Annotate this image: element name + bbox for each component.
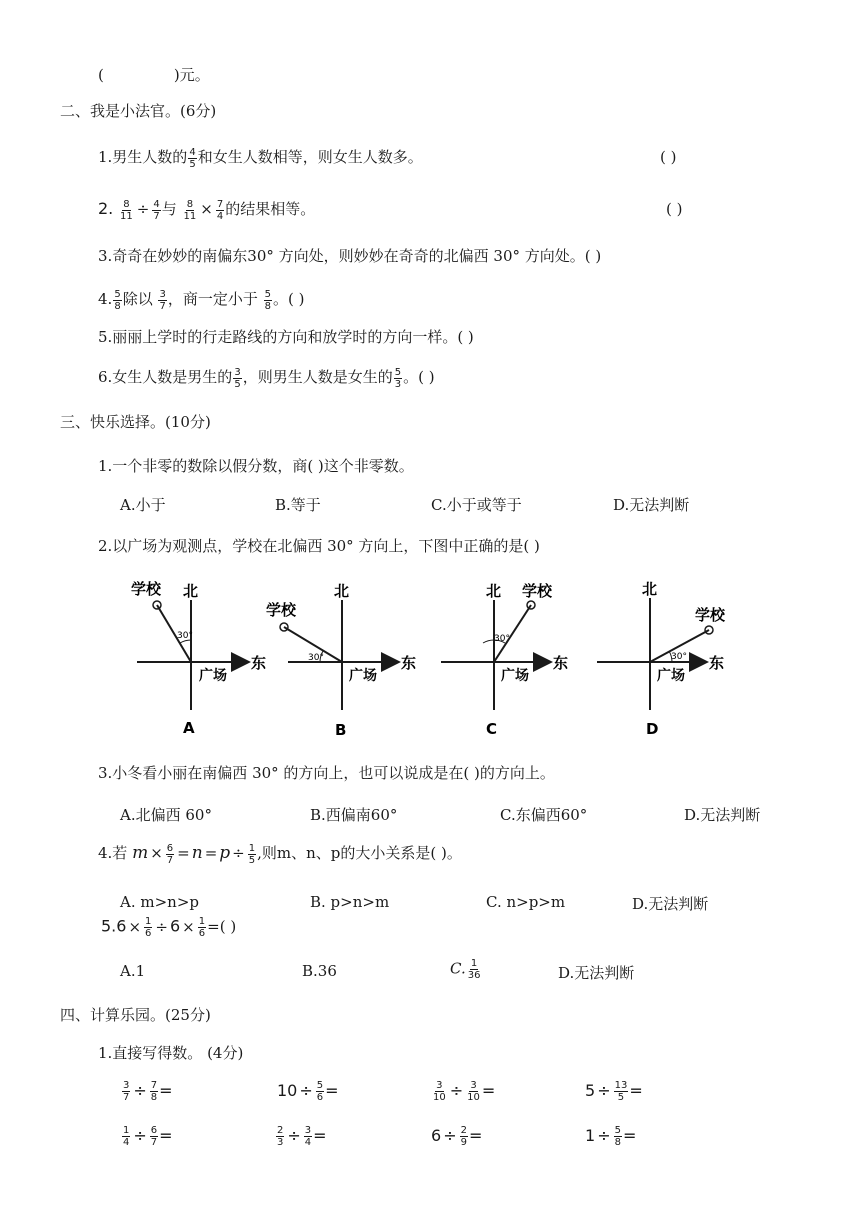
s3-q3-option-d[interactable]: D.无法判断 [684,806,761,824]
frac-num: 4 [153,198,160,210]
fraction [119,199,134,222]
fraction [113,289,121,312]
fraction [122,1125,130,1148]
fraction [614,1080,629,1103]
fraction [144,916,152,939]
fraction [166,843,174,866]
diagram-b[interactable] [266,582,416,739]
fraction [460,1125,468,1148]
s2-question-3: 3.奇奇在妙妙的南偏东30° 方向处，则妙妙在奇奇的北偏西 30° 方向处。( ) [98,247,602,265]
q1-text-pre: 1.男生人数的 [98,148,188,166]
operator: ÷ [287,1126,301,1145]
s3-q4-option-d[interactable]: D.无法判断 [632,895,709,913]
frac-den: 11 [183,210,197,222]
frac-num: 3 [436,1080,443,1091]
s3-q4-option-c[interactable]: C. n>p>m [486,893,566,911]
calc-term: = [622,1126,637,1145]
s3-q5-option-a[interactable]: A.1 [120,962,146,980]
q4-number: 4. [98,290,113,308]
fraction [316,1080,324,1103]
frac-den: 6 [316,1092,324,1103]
plaza-label: 广场 [657,668,685,684]
plaza-label: 广场 [501,668,529,684]
diagram-a[interactable] [131,580,266,737]
operator: ÷ [299,1081,313,1100]
s3-q1-option-c[interactable]: C.小于或等于 [431,496,522,514]
s3-q1-option-b[interactable]: B.等于 [275,496,321,514]
operator: ÷ [597,1081,611,1100]
frac-num: 2 [460,1125,467,1136]
paren-open: ( [98,66,104,84]
section-2-title: 二、我是小法官。(6分) [60,102,217,120]
frac-den: 10 [433,1092,446,1103]
frac-num: 3 [234,366,241,378]
s2-q2-answer-blank[interactable]: ( ) [666,200,683,218]
frac-num: 8 [186,198,194,210]
calc-term: 5 [585,1081,596,1100]
frac-num: 1 [123,1125,130,1136]
s3-q3-option-c[interactable]: C.东偏西60° [500,806,588,824]
frac-num: 3 [304,1125,312,1136]
calc-term: = [313,1126,327,1145]
frac-num: 5 [114,288,121,300]
s3-question-2: 2.以广场为观测点，学校在北偏西 30° 方向上，下图中正确的是( ) [98,537,540,555]
operator: × [182,917,195,936]
north-label: 北 [334,582,350,600]
q5-number: 5.6 [101,916,127,936]
calc-r1-c1[interactable] [121,1080,173,1103]
calc-r2-c3[interactable] [431,1125,482,1148]
frac-num: 5 [316,1080,324,1091]
operator: × [200,200,213,218]
frac-den: 8 [114,300,121,312]
s3-question-3: 3.小冬看小丽在南偏西 30° 的方向上，也可以说成是在( )的方向上。 [98,764,555,782]
option-c-prefix: C. [450,959,466,978]
fraction [264,289,272,312]
frac-num: 6 [166,842,174,854]
section-3-title: 三、快乐选择。(10分) [60,413,211,431]
calc-r2-c4[interactable] [585,1125,636,1148]
east-label: 东 [251,654,267,672]
fraction [150,1080,158,1103]
plaza-label: 广场 [349,668,377,684]
frac-den: 9 [460,1137,467,1148]
fraction [248,843,256,866]
s2-q1-answer-blank[interactable]: ( ) [660,148,677,166]
s3-q4-option-b[interactable]: B. p>n>m [310,893,390,911]
frac-num: 6 [150,1125,158,1136]
frac-num: 1 [248,842,256,854]
q2-post: 的结果相等。 [225,200,316,218]
frac-num: 3 [470,1080,477,1091]
q4-post: ,则m、n、p的大小关系是( )。 [257,844,462,862]
direction-diagrams [125,570,745,740]
frac-num: 3 [123,1080,130,1091]
frac-den: 7 [150,1137,158,1148]
s3-q3-option-b[interactable]: B.西偏南60° [310,806,398,824]
fraction [216,199,224,222]
fraction [614,1125,622,1148]
angle-label: 30° [308,653,324,663]
frac-den: 36 [467,970,481,981]
q4-pre: 4.若 [98,844,128,862]
operator: = [204,844,218,862]
paren-close-unit: )元。 [173,66,210,84]
option-label-c: C [486,720,498,738]
fraction [467,958,482,981]
angle-label: 30° [177,631,193,641]
fraction [122,1080,130,1103]
frac-num: 7 [150,1080,158,1091]
fraction [150,1125,158,1148]
option-label-d: D [646,720,659,738]
school-label: 学校 [266,601,297,619]
s3-q5-option-d[interactable]: D.无法判断 [558,964,635,982]
frac-den: 5 [617,1092,625,1103]
calc-r1-c4[interactable] [585,1080,643,1103]
operator: × [150,844,163,862]
option-label-b: B [335,721,347,739]
operator: ÷ [232,844,245,862]
section-4-title: 四、计算乐园。(25分) [60,1006,211,1024]
q5-post: =( ) [207,917,237,936]
s3-q5-option-c[interactable] [450,958,482,981]
option-label-a: A [183,719,195,737]
operator: = [177,844,190,862]
north-label: 北 [642,580,658,598]
frac-den: 7 [159,300,166,312]
q6-pre: 6.女生人数是男生的 [98,368,233,386]
fraction [304,1125,312,1148]
school-label: 学校 [131,580,162,598]
frac-den: 3 [394,378,402,390]
frac-den: 5 [248,854,256,866]
angle-label: 30° [671,652,687,662]
school-label: 学校 [522,582,553,600]
school-label: 学校 [695,606,726,624]
s2-question-4 [98,288,305,312]
frac-den: 4 [304,1137,312,1148]
frac-num: 3 [159,288,166,300]
fraction [198,916,206,939]
calc-term: 6 [431,1126,442,1145]
calc-term: 1 [585,1126,596,1145]
s3-question-1: 1.一个非零的数除以假分数，商( )这个非零数。 [98,457,414,475]
fraction [394,367,402,390]
operator: ÷ [133,1126,147,1145]
fraction [183,199,198,222]
frac-den: 6 [145,928,152,939]
s3-q4-option-a[interactable]: A. m>n>p [120,893,199,911]
angle-label: 30° [494,634,510,644]
operator: ÷ [443,1126,457,1145]
calc-term: = [468,1126,483,1145]
frac-den: 8 [264,300,272,312]
east-label: 东 [553,654,569,672]
calc-term: = [629,1081,643,1100]
q6-post: 。( ) [403,368,435,386]
s2-question-2 [98,198,315,222]
frac-den: 7 [153,210,160,222]
frac-num: 13 [614,1080,628,1091]
var-m: m [132,843,149,863]
q1-text-post: 和女生人数相等，则女生人数多。 [197,148,423,166]
frac-num: 8 [123,198,130,210]
calc-term: = [481,1081,496,1100]
q2-mid: 与 [161,200,177,218]
frac-den: 10 [467,1092,480,1103]
frac-den: 11 [120,210,133,222]
s3-question-5 [101,916,236,939]
s2-question-5: 5.丽丽上学时的行走路线的方向和放学时的方向一样。( ) [98,328,474,346]
operator: ÷ [136,200,150,218]
s3-q1-option-a[interactable]: A.小于 [120,496,166,514]
frac-num: 4 [189,146,196,158]
calc-r2-c1[interactable] [121,1125,173,1148]
number: 6 [169,916,181,936]
s2-question-1 [98,146,423,170]
fraction [466,1080,481,1103]
fraction [276,1125,284,1148]
q6-mid: ，则男生人数是女生的 [242,368,393,386]
s3-q1-option-d[interactable]: D.无法判断 [613,496,690,514]
diagram-c[interactable] [441,582,568,738]
frac-num: 5 [394,366,402,378]
frac-num: 1 [198,916,206,927]
calc-term: 10 [277,1081,298,1100]
fraction [233,367,241,390]
fraction [188,147,196,170]
operator: ÷ [155,917,168,936]
fraction [432,1080,447,1103]
var-n: n [191,843,203,863]
frac-num: 1 [470,958,478,969]
frac-den: 3 [277,1137,284,1148]
s3-q5-option-b[interactable]: B.36 [302,962,337,980]
operator: ÷ [133,1081,147,1100]
frac-num: 5 [614,1125,621,1136]
frac-den: 7 [123,1092,130,1103]
s3-q3-option-a[interactable]: A.北偏西 60° [120,806,212,824]
fraction [158,289,166,312]
frac-den: 4 [216,210,224,222]
calc-r2-c2[interactable] [275,1125,327,1148]
q4-post: 。( ) [273,290,305,308]
calc-term: = [159,1126,173,1145]
q4-mid2: ，商一定小于 [167,290,258,308]
frac-den: 8 [150,1092,158,1103]
plaza-label: 广场 [199,668,227,684]
east-label: 东 [709,654,725,672]
top-answer-line [98,64,210,85]
north-label: 北 [486,582,502,600]
frac-den: 5 [234,378,241,390]
frac-den: 7 [166,854,174,866]
fraction [152,199,160,222]
operator: × [128,917,142,936]
s3-question-4 [98,842,462,866]
operator: ÷ [449,1081,464,1100]
frac-num: 1 [145,916,152,927]
frac-num: 2 [277,1125,284,1136]
calc-term: = [159,1081,173,1100]
s2-question-6 [98,366,435,390]
q2-number: 2. [98,199,114,218]
frac-den: 4 [123,1137,130,1148]
calc-term: = [325,1081,339,1100]
frac-num: 7 [216,198,224,210]
frac-den: 6 [198,928,206,939]
calc-r1-c2[interactable] [277,1080,339,1103]
calc-r1-c3[interactable] [431,1080,495,1103]
diagram-d[interactable] [597,580,726,738]
s4-sub-1: 1.直接写得数。 (4分) [98,1044,244,1062]
var-p: p [219,843,231,863]
east-label: 东 [401,654,417,672]
north-label: 北 [183,582,199,600]
frac-den: 5 [189,158,196,170]
q4-mid1: 除以 [122,290,153,308]
frac-den: 8 [614,1137,621,1148]
frac-num: 5 [264,288,272,300]
operator: ÷ [597,1126,611,1145]
